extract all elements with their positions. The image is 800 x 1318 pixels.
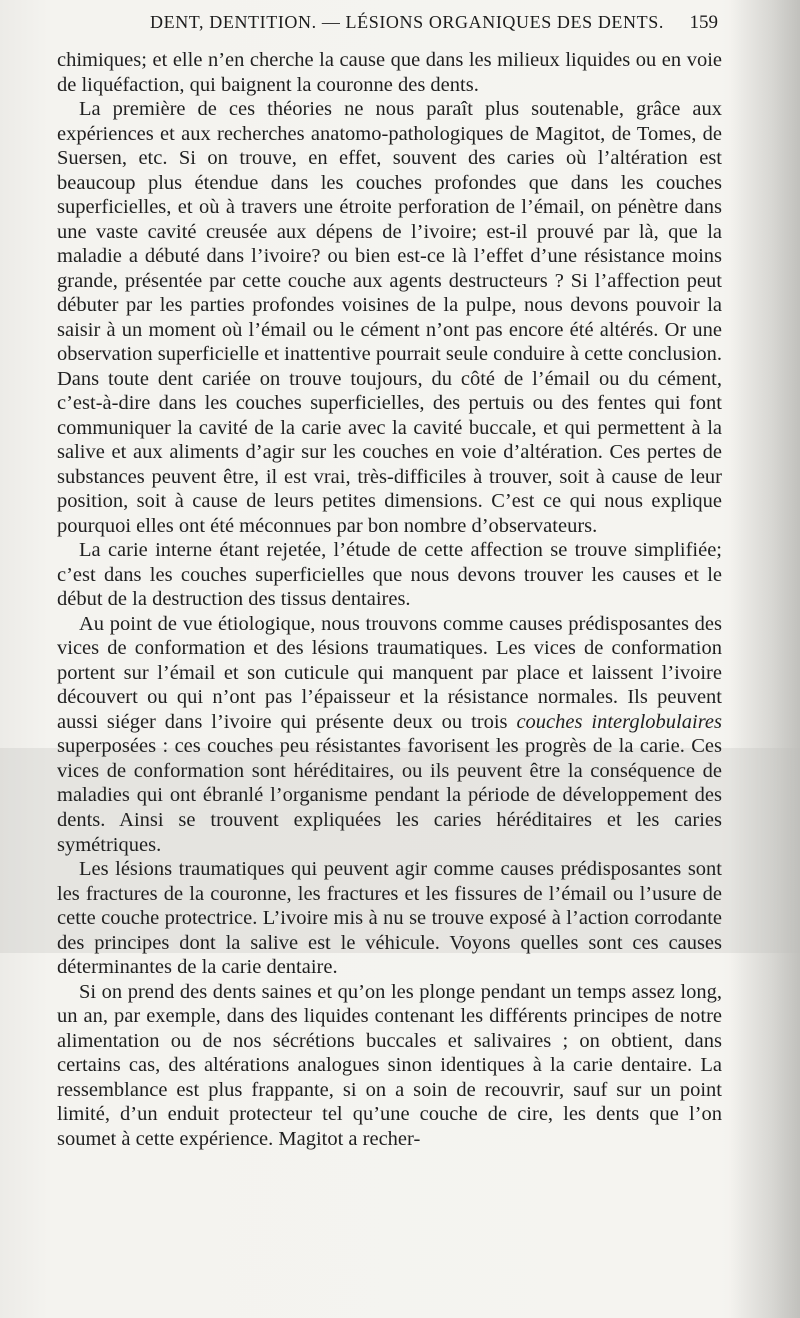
paragraph-etiologie-part1: Au point de vue étiologique, nous trouvons comme causes prédisposantes des vices de conformation et des lésions traumatiques. Les vices de conformation portent sur l’émail et son cuticule qui manquent par place et laissent l’ivoire découvert ou qui n’ont pas l’épaisseur et la résistance normales. Ils peuvent aussi siéger dans l’ivoire qui présente deux ou trois xyxy=(57,612,722,733)
running-header xyxy=(150,12,730,42)
paragraph-etiologie-part2: superposées : ces couches peu résistantes favorisent les progrès de la carie. Ces vices de conformation sont héréditaires, ou ils peuvent être la conséquence de maladies qui ont ébranlé l’organisme pendant la période de développement des dents. Ainsi se trouvent expliquées les caries héréditaires et les caries symétriques. xyxy=(57,735,722,856)
running-title: DENT, DENTITION. — LÉSIONS ORGANIQUES DES DENTS. xyxy=(150,12,664,32)
page-edge-shadow xyxy=(730,0,800,1318)
italic-term: couches interglobulaires xyxy=(516,710,722,733)
page-number: 159 xyxy=(689,12,718,33)
paragraph-lesions-traumatiques: Les lésions traumatiques qui peuvent agir comme causes prédisposantes sont les fractures de la couronne, les fractures et les fissures de l’émail ou l’usure de cette couche protectrice. L’ivoire mis à nu se trouve exposé à l’action corrodante des principes dont la salive est le véhicule. Voyons quelles sont ces causes déterminantes de la carie dentaire. xyxy=(57,858,722,979)
paragraph-etiologie xyxy=(57,612,722,857)
paragraph-experience: Si on prend des dents saines et qu’on les plonge pendant un temps assez long, un an, par exemple, dans des liquides contenant les différents principes de notre alimentation ou de nos sécrétions buccales et salivaires ; on obtient, dans certains cas, des altérations analogues sinon identiques à la carie dentaire. La ressemblance est plus frappante, si on a soin de recouvrir, sauf sur un point limité, d’un enduit protecteur tel qu’une couche de cire, les dents que l’on soumet à cette expérience. Magitot a recher- xyxy=(57,980,722,1150)
paragraph-continuation: chimiques; et elle n’en cherche la cause que dans les milieux liquides ou en voie de liquéfaction, qui baignent la couronne des dents. xyxy=(57,49,722,96)
paragraph-carie-interne: La carie interne étant rejetée, l’étude de cette affection se trouve simplifiée; c’est dans les couches superficielles que nous devons trouver les causes et le début de la destruction des tissus dentaires. xyxy=(57,539,722,611)
body-text xyxy=(57,48,722,1151)
paragraph-theories: La première de ces théories ne nous paraît plus soutenable, grâce aux expériences et aux recherches anatomo-pathologiques de Magitot, de Tomes, de Suersen, etc. Si on trouve, en effet, souvent des caries où l’altération est beaucoup plus étendue dans les couches profondes que dans les couches superficielles, et où à travers une étroite perforation de l’émail, on pénètre dans une vaste cavité creusée aux dépens de l’ivoire; est-il prouvé par là, que la maladie a débuté dans l’ivoire? ou bien est-ce là l’effet d’une résistance moins grande, présentée par cette couche aux agents destructeurs ? Si l’affection peut débuter par les parties profondes voisines de la pulpe, nous devons pouvoir la saisir à un moment où l’émail ou le cément n’ont pas encore été altérés. Or une observation superficielle et inattentive pourrait seule conduire à cette conclusion. Dans toute dent cariée on trouve toujours, du côté de l’émail ou du cément, c’est-à-dire dans les couches superficielles, des pertuis ou des fentes qui font communiquer la cavité de la carie avec la cavité buccale, et qui permettent à la salive et aux aliments d’agir sur les couches en voie d’altération. Ces pertes de substances peuvent être, il est vrai, très-difficiles à trouver, soit à cause de leur position, soit à cause de leurs petites dimensions. C’est ce qui nous explique pourquoi elles ont été méconnues par bon nombre d’observateurs. xyxy=(57,98,722,537)
